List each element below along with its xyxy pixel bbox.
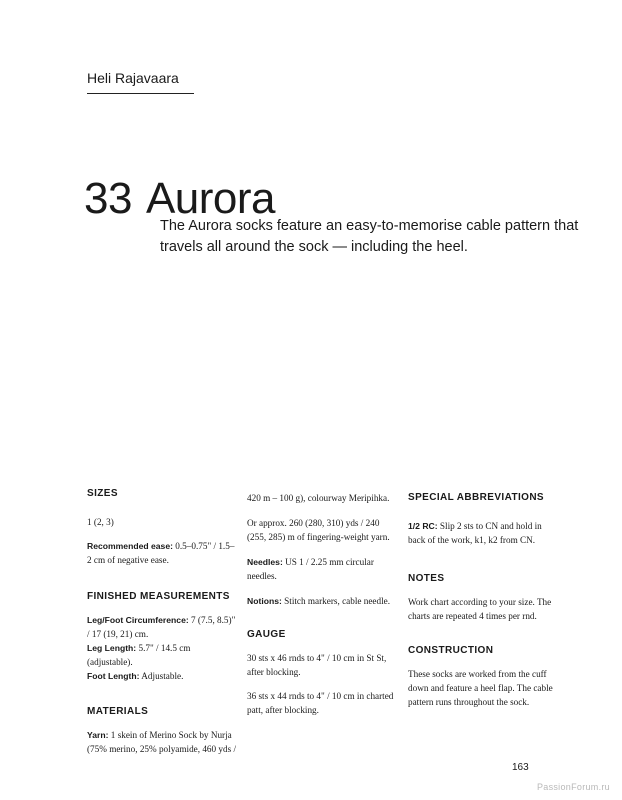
- notions-text: Stitch markers, cable needle.: [284, 596, 391, 606]
- sizes-heading: SIZES: [87, 488, 118, 499]
- notes-text: Work chart according to your size. The charts are repeated 4 times per rnd.: [408, 597, 552, 621]
- circumference: [87, 613, 237, 641]
- gauge-stockinette: 30 sts x 46 rnds to 4" / 10 cm in St St, after blocking.: [247, 653, 387, 677]
- column-left: [87, 488, 237, 756]
- circ-label: Leg/Foot Circumference:: [87, 615, 189, 625]
- pattern-name: Aurora: [145, 174, 276, 224]
- gauge-charted: 36 sts x 44 rnds to 4" / 10 cm in charted patt, after blocking.: [247, 691, 394, 715]
- circ-text: 7 (7.5, 8.5)" / 17 (19, 21) cm.: [87, 615, 236, 639]
- author-name: Heli Rajavaara: [87, 70, 179, 86]
- yarn-continued: 420 m – 100 g), colourway Meripihka.: [247, 493, 390, 503]
- construction-heading: CONSTRUCTION: [408, 645, 494, 656]
- needles-label: Needles:: [247, 557, 283, 567]
- notes-heading: NOTES: [408, 573, 445, 584]
- sizes-values: 1 (2, 3): [87, 517, 114, 527]
- column-right: [408, 492, 558, 709]
- yarn-label: Yarn:: [87, 730, 109, 740]
- construction-text: These socks are worked from the cuff down and feature a heel flap. The cable pattern runs throughout the sock.: [408, 669, 553, 707]
- notions-label: Notions:: [247, 596, 282, 606]
- materials-heading: MATERIALS: [87, 706, 149, 717]
- gauge-heading: GAUGE: [247, 629, 286, 640]
- foot-label: Foot Length:: [87, 671, 140, 681]
- watermark: PassionForum.ru: [536, 782, 610, 792]
- pattern-title: [84, 174, 276, 224]
- abbr-text: Slip 2 sts to CN and hold in back of the work, k1, k2 from CN.: [408, 521, 542, 545]
- foot-length: [87, 669, 237, 683]
- abbr-label: 1/2 RC:: [408, 521, 438, 531]
- finished-measurements-heading: FINISHED MEASUREMENTS: [87, 591, 230, 602]
- ease-label: Recommended ease:: [87, 541, 173, 551]
- abbreviation-1-2-rc: [408, 519, 558, 547]
- column-middle: [247, 491, 397, 717]
- pattern-number: 33: [84, 174, 132, 224]
- notions: [247, 594, 397, 608]
- needles-text: US 1 / 2.25 mm circular needles.: [247, 557, 374, 581]
- recommended-ease: [87, 539, 237, 567]
- leg-label: Leg Length:: [87, 643, 137, 653]
- leg-text: 5.7" / 14.5 cm (adjustable).: [87, 643, 191, 667]
- yarn-text: 1 skein of Merino Sock by Nurja (75% merino, 25% polyamide, 460 yds /: [87, 730, 237, 754]
- page-number: 163: [512, 762, 529, 773]
- leg-length: [87, 641, 237, 669]
- yarn-alternative: Or approx. 260 (280, 310) yds / 240 (255, 285) m of fingering-weight yarn.: [247, 518, 390, 542]
- intro-text: The Aurora socks feature an easy-to-memorise cable pattern that travels all around the sock — including the heel.: [160, 218, 579, 255]
- special-abbreviations-heading: SPECIAL ABBREVIATIONS: [408, 492, 545, 503]
- yarn: [87, 728, 237, 756]
- author-underline: [87, 93, 194, 94]
- foot-text: Adjustable.: [141, 671, 184, 681]
- needles: [247, 555, 397, 583]
- ease-text: 0.5–0.75" / 1.5–2 cm of negative ease.: [87, 541, 235, 565]
